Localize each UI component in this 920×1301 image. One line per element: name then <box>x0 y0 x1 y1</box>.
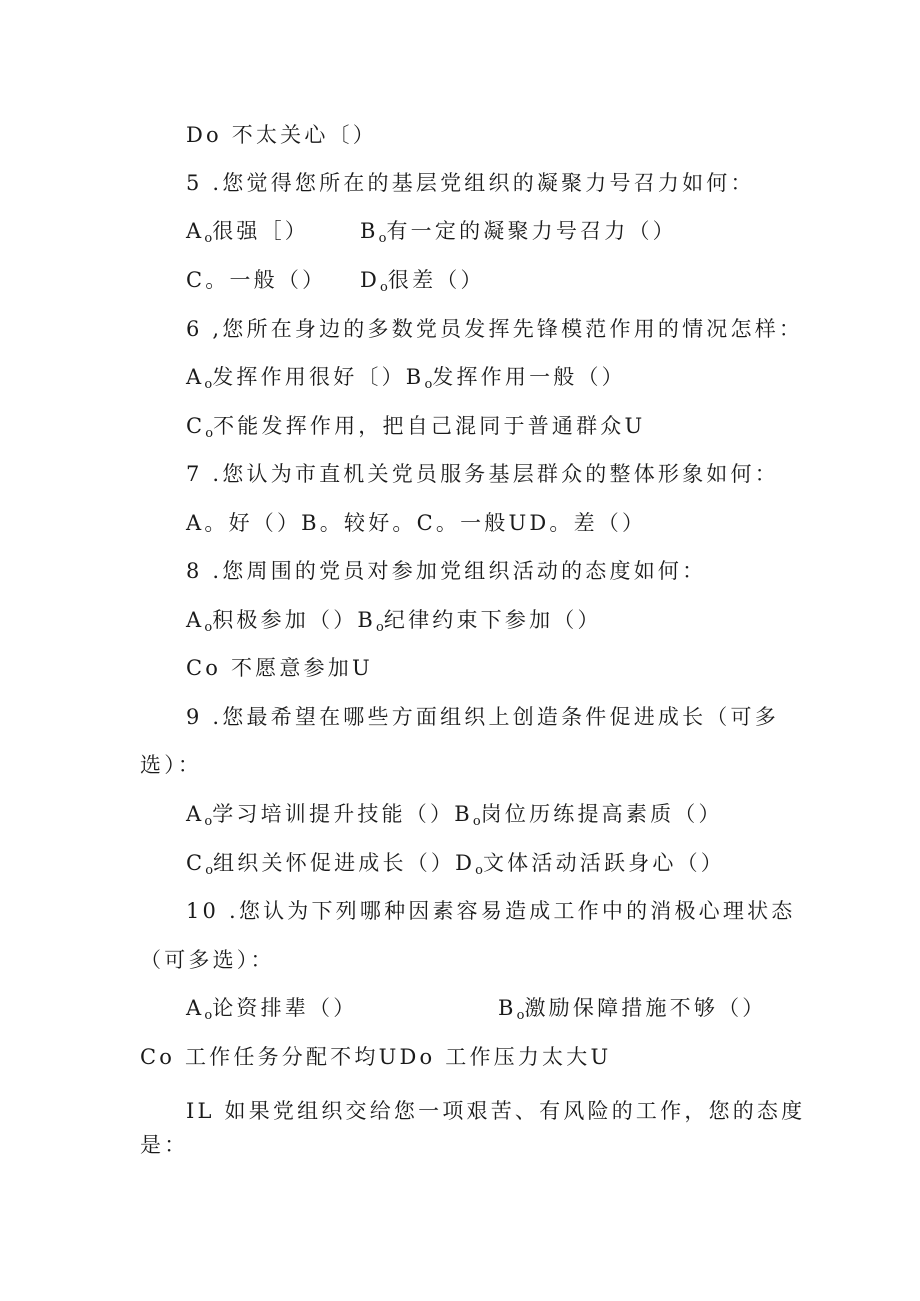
option-q10-b: $B_o$激励保障措施不够（） <box>498 996 767 1023</box>
option-q10-a: $A_o$论资排辈（） <box>186 996 358 1023</box>
options-q9-cd: $C_o$组织关怀促进成长$()D_o$文体活动活跃身心（） <box>186 851 725 878</box>
option-q5-c: C。一般（） <box>186 268 327 292</box>
question-5: 5 .您觉得您所在的基层党组织的凝聚力号召力如何： <box>186 171 755 195</box>
question-11-cont: 是： <box>140 1133 189 1157</box>
options-q10-cd: Co 工作任务分配不均UDo 工作压力太大U <box>140 1045 612 1069</box>
question-9: 9 .您最希望在哪些方面组织上创造条件促进成长（可多 <box>186 705 779 729</box>
question-10-cont: （可多选）： <box>140 948 275 972</box>
question-9-cont: 选）： <box>140 753 203 777</box>
options-q6-ab: $A_o$发挥作用很好〔）$B_o$发挥作用一般（） <box>186 365 626 392</box>
option-q5-d: $D_o$很差（） <box>360 268 485 295</box>
option-q4-d: Do 不太关心〔） <box>186 123 377 147</box>
options-q7: A。好（）B。较好。C。一般UD。差（） <box>186 511 647 535</box>
option-q6-c: $C_o$不能发挥作用，把自己混同于普通群众U <box>186 414 646 441</box>
option-q5-a: $A_o$很强［） <box>186 219 310 246</box>
question-7: 7 .您认为市直机关党员服务基层群众的整体形象如何： <box>186 462 779 486</box>
question-6: 6 ,您所在身边的多数党员发挥先锋模范作用的情况怎样： <box>186 317 804 341</box>
option-q5-b: $B_o$有一定的凝聚力号召力（） <box>360 219 677 246</box>
options-q9-ab: $A_o$学习培训提升技能$()B_o$岗位历练提高素质（） <box>186 802 723 829</box>
option-q8-c: Co 不愿意参加U <box>186 656 373 680</box>
question-11: IL 如果党组织交给您一项艰苦、有风险的工作，您的态度 <box>186 1099 806 1123</box>
options-q8-ab: $A_o$积极参加$()B_o$纪律约束下参加（） <box>186 608 602 635</box>
question-8: 8 .您周围的党员对参加党组织活动的态度如何： <box>186 559 707 583</box>
question-10: 10 .您认为下列哪种因素容易造成工作中的消极心理状态 <box>186 899 796 923</box>
